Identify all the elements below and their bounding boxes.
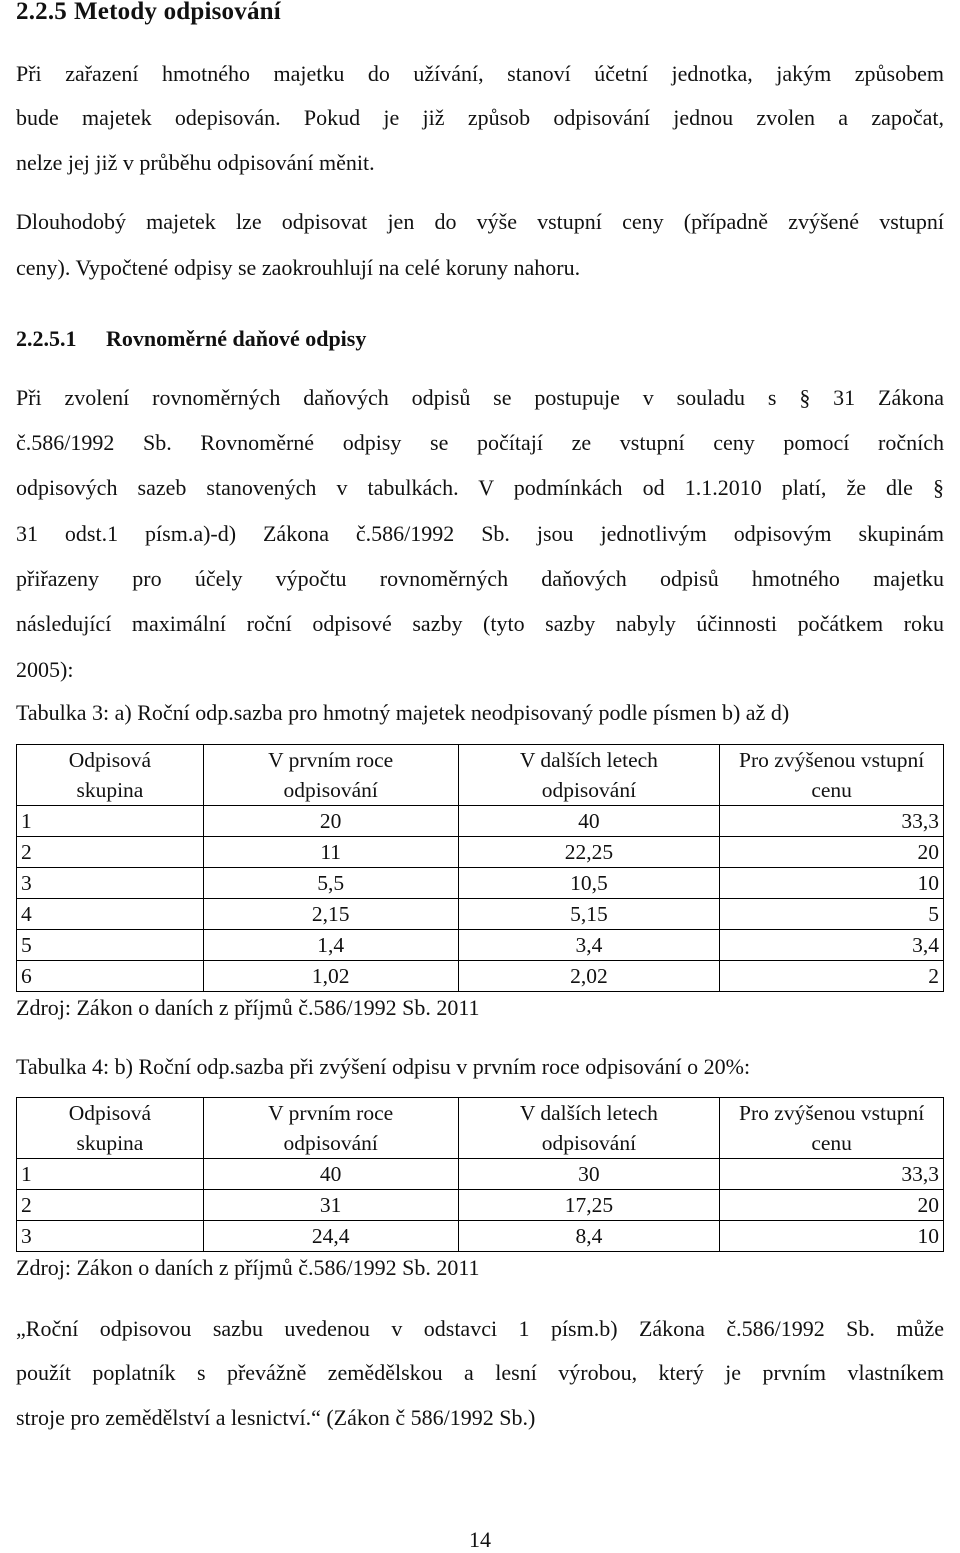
section-heading (16, 0, 281, 26)
table3 (16, 744, 944, 992)
table-row (17, 1221, 944, 1252)
table-cell: 2,15 (203, 899, 458, 930)
table-cell: 2 (17, 837, 204, 868)
table-cell: 10 (720, 868, 944, 899)
table-cell: 2,02 (458, 961, 720, 992)
quote-line: „Roční odpisovou sazbu uvedenou v odstavci 1 písm.b) Zákona č.586/1992 Sb. může (16, 1316, 944, 1341)
table-cell: 20 (720, 837, 944, 868)
table-cell: 22,25 (458, 837, 720, 868)
table-cell: 40 (458, 806, 720, 837)
table-cell: 10,5 (458, 868, 720, 899)
section-title: Metody odpisování (74, 0, 281, 25)
header-cell: V dalších letech odpisování (458, 745, 720, 806)
paragraph3-line: odpisových sazeb stanovených v tabulkách. V podmínkách od 1.1.2010 platí, že dle § (16, 475, 944, 500)
header-cell: Pro zvýšenou vstupní cenu (720, 1098, 944, 1159)
section-number: 2.2.5 (16, 0, 67, 25)
quote-line: stroje pro zemědělství a lesnictví.“ (Zákon č 586/1992 Sb.) (16, 1405, 536, 1430)
subsection-title: Rovnoměrné daňové odpisy (106, 326, 367, 351)
paragraph3-line: č.586/1992 Sb. Rovnoměrné odpisy se počítají ze vstupní ceny pomocí ročních (16, 430, 944, 455)
table-cell: 3 (17, 868, 204, 899)
table-row (17, 1190, 944, 1221)
paragraph2-line: Dlouhodobý majetek lze odpisovat jen do výše vstupní ceny (případně zvýšené vstupní (16, 209, 944, 234)
table-row (17, 806, 944, 837)
table-cell: 8,4 (458, 1221, 720, 1252)
header-cell: V prvním roce odpisování (203, 745, 458, 806)
table-row (17, 961, 944, 992)
table-row (17, 1159, 944, 1190)
header-cell: V dalších letech odpisování (458, 1098, 720, 1159)
subsection-number: 2.2.5.1 (16, 326, 77, 351)
paragraph1-line: bude majetek odepisován. Pokud je již způsob odpisování jednou zvolen a započat, (16, 105, 944, 130)
paragraph3-line: následující maximální roční odpisové sazby (tyto sazby nabyly účinnosti počátkem roku (16, 611, 944, 636)
table3-source: Zdroj: Zákon o daních z příjmů č.586/1992 Sb. 2011 (16, 995, 480, 1020)
table-cell: 5 (720, 899, 944, 930)
table-cell: 3,4 (720, 930, 944, 961)
table-cell: 3,4 (458, 930, 720, 961)
table-cell: 1,4 (203, 930, 458, 961)
table-cell: 2 (17, 1190, 204, 1221)
header-cell: Pro zvýšenou vstupní cenu (720, 745, 944, 806)
table-cell: 6 (17, 961, 204, 992)
table-row (17, 837, 944, 868)
table-cell: 5 (17, 930, 204, 961)
header-cell: V prvním roce odpisování (203, 1098, 458, 1159)
table-header-row (17, 745, 944, 806)
table-cell: 30 (458, 1159, 720, 1190)
header-cell: Odpisová skupina (17, 1098, 204, 1159)
table-cell: 24,4 (203, 1221, 458, 1252)
paragraph3-line: 2005): (16, 657, 74, 682)
table-cell: 11 (203, 837, 458, 868)
table-cell: 31 (203, 1190, 458, 1221)
table-row (17, 868, 944, 899)
table-cell: 3 (17, 1221, 204, 1252)
table-cell: 1 (17, 1159, 204, 1190)
table-cell: 4 (17, 899, 204, 930)
paragraph3-line: Při zvolení rovnoměrných daňových odpisů se postupuje v souladu s § 31 Zákona (16, 385, 944, 410)
table4 (16, 1097, 944, 1252)
table-cell: 33,3 (720, 1159, 944, 1190)
table-cell: 1 (17, 806, 204, 837)
table4-source: Zdroj: Zákon o daních z příjmů č.586/1992 Sb. 2011 (16, 1255, 480, 1280)
table-cell: 40 (203, 1159, 458, 1190)
table-cell: 5,15 (458, 899, 720, 930)
paragraph3-line: 31 odst.1 písm.a)-d) Zákona č.586/1992 Sb. jsou jednotlivým odpisovým skupinám (16, 521, 944, 546)
table-row (17, 899, 944, 930)
subsection-heading (16, 326, 366, 352)
table-header-row (17, 1098, 944, 1159)
table-cell: 17,25 (458, 1190, 720, 1221)
paragraph1-line: Při zařazení hmotného majetku do užívání, stanoví účetní jednotka, jakým způsobem (16, 61, 944, 86)
paragraph1-line: nelze jej již v průběhu odpisování měnit. (16, 150, 375, 175)
table-row (17, 930, 944, 961)
table4-caption: Tabulka 4: b) Roční odp.sazba při zvýšení odpisu v prvním roce odpisování o 20%: (16, 1054, 751, 1079)
table3-caption: Tabulka 3: a) Roční odp.sazba pro hmotný majetek neodpisovaný podle písmen b) až d) (16, 700, 790, 725)
paragraph2-line: ceny). Vypočtené odpisy se zaokrouhlují na celé koruny nahoru. (16, 255, 581, 280)
table-cell: 2 (720, 961, 944, 992)
header-cell: Odpisová skupina (17, 745, 204, 806)
table-cell: 20 (203, 806, 458, 837)
table-cell: 1,02 (203, 961, 458, 992)
page-number: 14 (469, 1527, 491, 1552)
quote-line: použít poplatník s převážně zemědělskou a lesní výrobou, který je prvním vlastníkem (16, 1360, 944, 1385)
table-cell: 5,5 (203, 868, 458, 899)
paragraph3-line: přiřazeny pro účely výpočtu rovnoměrných daňových odpisů hmotného majetku (16, 566, 944, 591)
table-cell: 33,3 (720, 806, 944, 837)
table-cell: 10 (720, 1221, 944, 1252)
table-cell: 20 (720, 1190, 944, 1221)
